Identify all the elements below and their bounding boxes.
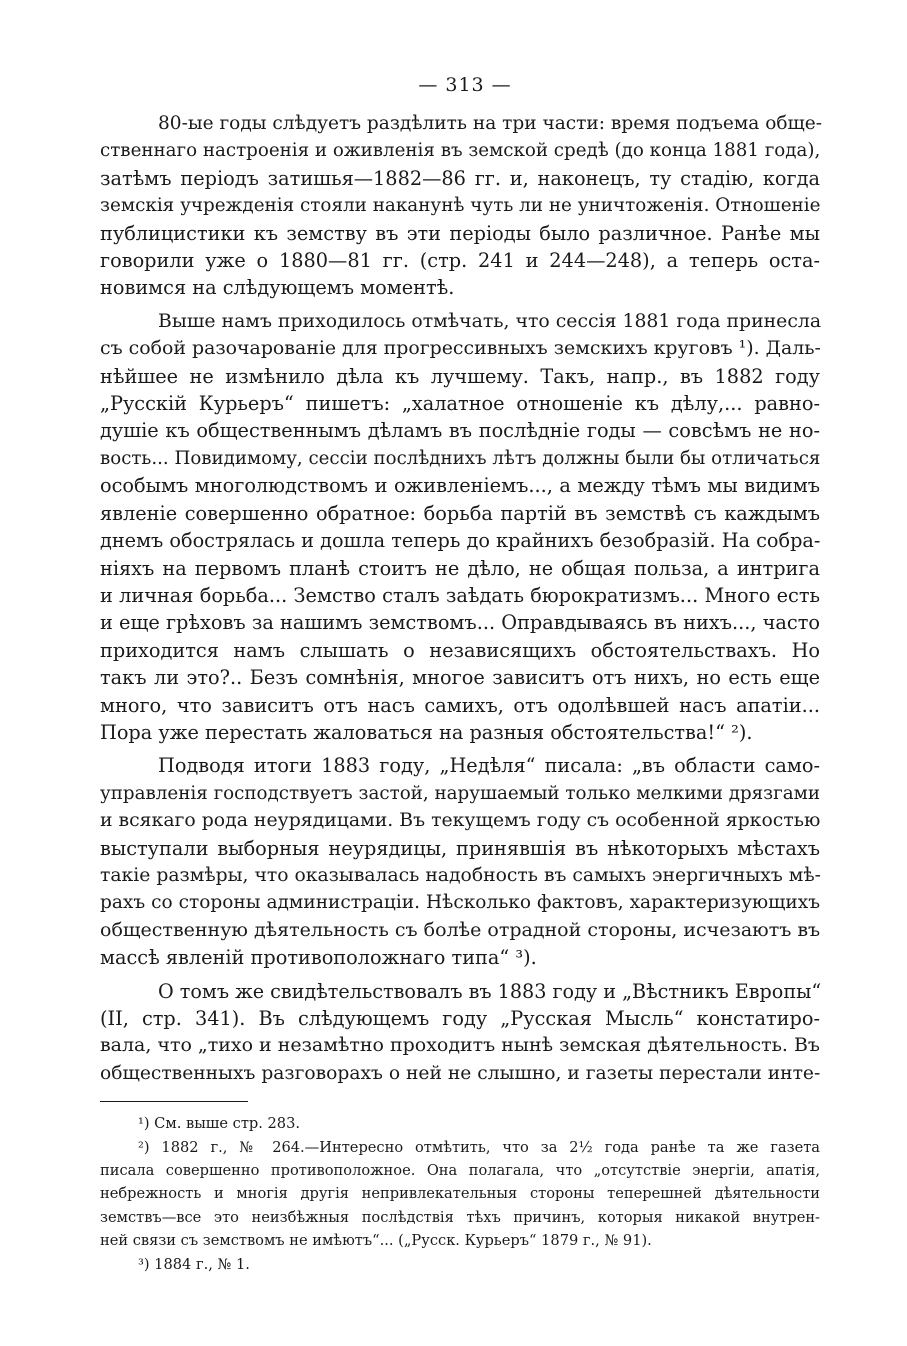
- text-line: и личная борьба... Земство сталъ заѣдать бюрократизмъ... Много есть: [100, 583, 820, 607]
- text-line: (II, стр. 341). Въ слѣдующемъ году „Русская Мысль“ констатиро-: [100, 1007, 820, 1030]
- text-line: земскія учрежденія стояли наканунѣ чуть ли не уничтоженія. Отношеніе: [100, 195, 821, 217]
- text-line: ніяхъ на первомъ планѣ стоитъ не дѣло, не общая польза, а интрига: [100, 556, 820, 580]
- text-line: много, что зависитъ отъ насъ самихъ, отъ одолѣвшей насъ апатіи...: [100, 693, 820, 717]
- text-line: говорили уже о 1880—81 гг. (стр. 241 и 244—248), а теперь оста-: [100, 249, 820, 273]
- text-line: особымъ многолюдствомъ и оживленіемъ..., а между тѣмъ мы видимъ: [100, 474, 820, 498]
- text-line: вала, что „тихо и незамѣтно проходитъ нынѣ земская дѣятельность. Въ: [100, 1034, 820, 1057]
- text-line: такъ ли это?.. Безъ сомнѣнія, многое зависитъ отъ нихъ, но есть еще: [100, 666, 820, 690]
- text-line: такіе размѣры, что оказывалась надобность въ самыхъ энергичныхъ мѣ-: [100, 864, 821, 886]
- text-line: Пора уже перестать жаловаться на разныя обстоятельства!“ ²).: [100, 720, 753, 744]
- text-line: „Русскій Курьеръ“ пишетъ: „халатное отношеніе къ дѣлу,... равно-: [100, 392, 820, 416]
- footnote-divider: [100, 1101, 248, 1102]
- footnote-line: земствъ—все это неизбѣжныя послѣдствія тѣхъ причинъ, которыя никакой внутрен-: [100, 1208, 820, 1226]
- text-line: днемъ обострялась и дошла теперь до крайнихъ безобразій. На собра-: [100, 529, 821, 553]
- paragraph: [100, 308, 820, 747]
- main-text: [100, 110, 820, 1087]
- footnote-line: писала совершенно противоположное. Она полагала, что „отсутствіе энергіи, апатія,: [100, 1162, 820, 1180]
- text-line: публицистики къ земству въ эти періоды было различное. Ранѣе мы: [100, 221, 820, 245]
- text-line: явленіе совершенно обратное: борьба партій въ земствѣ съ каждымъ: [100, 501, 820, 525]
- text-line: выступали выборныя неурядицы, принявшія въ нѣкоторыхъ мѣстахъ: [100, 836, 820, 860]
- footnote-line: ней связи съ земствомъ не имѣютъ“... („Русск. Курьеръ“ 1879 г., № 91).: [100, 1232, 652, 1250]
- footnote: [100, 1136, 820, 1253]
- text-line: Выше намъ приходилось отмѣчать, что сессія 1881 года принесла: [158, 310, 822, 332]
- text-line: вость... Повидимому, сессіи послѣднихъ лѣтъ должны были бы отличаться: [100, 447, 821, 469]
- footnote-line: небрежность и многія другія непривлекательныя стороны теперешней дѣятельности: [100, 1185, 820, 1203]
- text-line: душіе къ общественнымъ дѣламъ въ послѣдніе годы — совсѣмъ не но-: [100, 419, 820, 443]
- paragraph: [100, 978, 820, 1088]
- paragraph: [100, 752, 820, 971]
- footnote: [100, 1112, 820, 1135]
- text-line: общественныхъ разговорахъ о ней не слышно, и газеты перестали инте-: [100, 1062, 821, 1084]
- footnotes: [100, 1112, 820, 1276]
- text-line: массѣ явленій противоположнаго типа“ ³).: [100, 946, 537, 970]
- text-line: 80-ые годы слѣдуетъ раздѣлить на три части: время подъема обще-: [158, 113, 822, 134]
- text-line: съ собой разочарованіе для прогрессивныхъ земскихъ круговъ ¹). Даль-: [100, 337, 821, 360]
- document-page: [100, 74, 820, 1276]
- footnote: [100, 1253, 820, 1276]
- text-line: ственнаго настроенія и оживленія въ земской средѣ (до конца 1881 года),: [100, 140, 821, 162]
- text-line: управленія господствуетъ застой, нарушаемый только мелкими дрязгами: [100, 782, 820, 804]
- page-number: — 313 —: [418, 74, 512, 96]
- text-line: затѣмъ періодъ затишья—1882—86 гг. и, наконецъ, ту стадію, когда: [100, 166, 820, 190]
- text-line: нѣйшее не измѣнило дѣла къ лучшему. Такъ, напр., въ 1882 году: [100, 364, 820, 388]
- footnote-line: ³) 1884 г., № 1.: [138, 1255, 250, 1273]
- paragraph: [100, 110, 820, 302]
- text-line: и всякаго рода неурядицами. Въ текущемъ году съ особенной яркостью: [100, 810, 821, 832]
- text-line: рахъ со стороны администраціи. Нѣсколько фактовъ, характеризующихъ: [100, 892, 820, 914]
- footnote-line: ²) 1882 г., № 264.—Интересно отмѣтить, что за 2½ года ранѣе та же газета: [138, 1138, 820, 1156]
- text-line: и еще грѣховъ за нашимъ земствомъ... Оправдываясь въ нихъ..., часто: [100, 611, 820, 635]
- text-line: О томъ же свидѣтельствовалъ въ 1883 году и „Вѣстникъ Европы“: [158, 979, 822, 1003]
- text-line: приходится намъ слышать о независящихъ обстоятельствахъ. Но: [100, 638, 820, 662]
- text-line: новимся на слѣдующемъ моментѣ.: [100, 276, 455, 300]
- text-line: Подводя итоги 1883 году, „Недѣля“ писала: „въ области само-: [158, 754, 820, 778]
- footnote-line: ¹) См. выше стр. 283.: [138, 1115, 301, 1133]
- text-line: общественную дѣятельность съ болѣе отрадной стороны, исчезаютъ въ: [100, 918, 821, 941]
